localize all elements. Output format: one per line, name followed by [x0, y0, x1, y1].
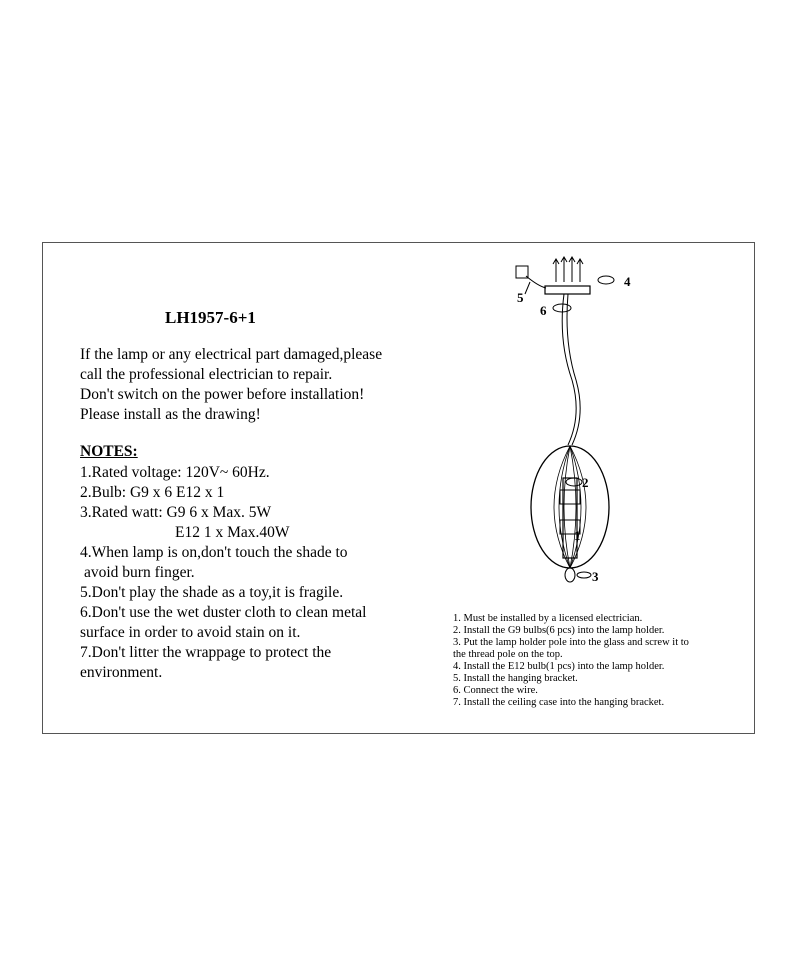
- installation-drawing: [500, 250, 650, 595]
- intro-line: call the professional electrician to repair.: [80, 366, 333, 383]
- note-line: 2.Bulb: G9 x 6 E12 x 1: [80, 484, 225, 501]
- intro-line: If the lamp or any electrical part damaged,please: [80, 346, 383, 363]
- step-line: 1. Must be installed by a licensed electrician.: [453, 613, 643, 624]
- step-label: 2: [582, 475, 589, 490]
- ceiling-plate: [545, 286, 590, 294]
- step-label: 5: [517, 290, 524, 305]
- step-line: 2. Install the G9 bulbs(6 pcs) into the lamp holder.: [453, 625, 665, 636]
- pointer-arrow: [525, 282, 530, 294]
- note-line: surface in order to avoid stain on it.: [80, 624, 301, 641]
- intro-text: [80, 345, 382, 425]
- step-label: 1: [574, 528, 581, 543]
- shade-ribs: [554, 446, 586, 568]
- note-line: environment.: [80, 664, 163, 681]
- rotate-arrow-icon: [598, 276, 614, 284]
- bracket-wire: [526, 276, 546, 288]
- step-label: 4: [624, 274, 631, 289]
- suspension-cable: [562, 294, 576, 445]
- step-label: 6: [540, 303, 547, 318]
- mounting-screws-icon: [553, 257, 583, 282]
- step-line: the thread pole on the top.: [453, 649, 563, 660]
- note-line: 4.When lamp is on,don't touch the shade to: [80, 544, 348, 561]
- step-line: 6. Connect the wire.: [453, 685, 538, 696]
- glass-shade: [531, 446, 609, 568]
- notes-list: [80, 463, 366, 683]
- model-number: LH1957-6+1: [165, 308, 256, 327]
- note-line: 5.Don't play the shade as a toy,it is fragile.: [80, 584, 344, 601]
- rotate-arrow-icon: [577, 572, 591, 578]
- intro-line: Please install as the drawing!: [80, 406, 261, 423]
- note-line: 1.Rated voltage: 120V~ 60Hz.: [80, 464, 270, 481]
- step-line: 7. Install the ceiling case into the hanging bracket.: [453, 697, 665, 708]
- note-line: 6.Don't use the wet duster cloth to clean metal: [80, 604, 367, 621]
- note-line: 3.Rated watt: G9 6 x Max. 5W: [80, 504, 272, 521]
- step-line: 5. Install the hanging bracket.: [453, 673, 578, 684]
- step-line: 4. Install the E12 bulb(1 pcs) into the lamp holder.: [453, 661, 665, 672]
- intro-line: Don't switch on the power before installation!: [80, 386, 365, 403]
- step-label: 3: [592, 569, 599, 584]
- e12-bulb-icon: [565, 568, 575, 582]
- notes-heading: NOTES:: [80, 443, 138, 460]
- installation-steps: [453, 613, 689, 709]
- note-line: 7.Don't litter the wrappage to protect the: [80, 644, 332, 661]
- step-line: 3. Put the lamp holder pole into the glass and screw it to: [453, 637, 689, 648]
- rotate-arrow-icon: [566, 478, 582, 486]
- note-line: avoid burn finger.: [84, 564, 195, 581]
- note-line: E12 1 x Max.40W: [175, 524, 290, 541]
